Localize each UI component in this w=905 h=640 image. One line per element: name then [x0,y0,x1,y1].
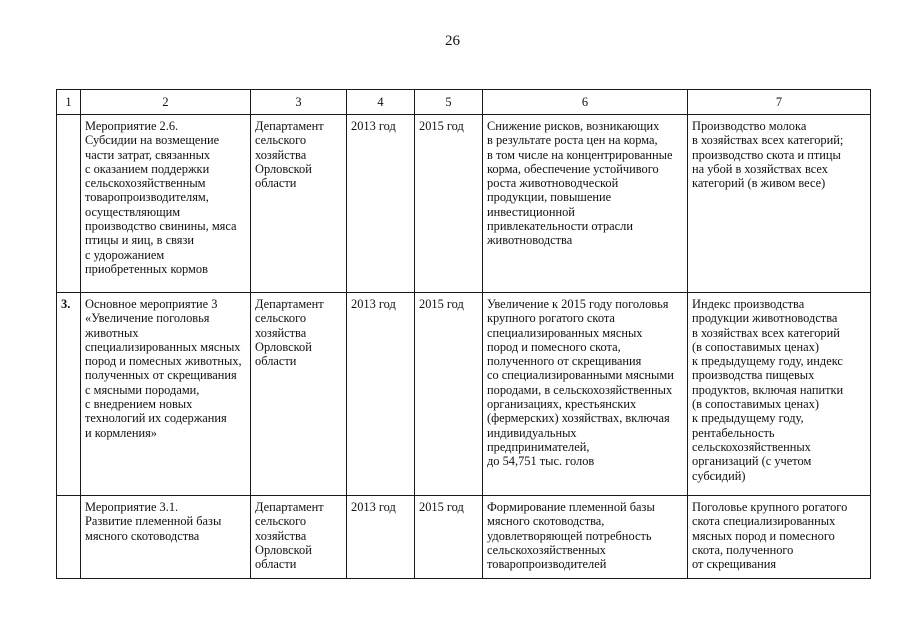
result-cell: Формирование племенной базы мясного скотоводства, удовлетворяющей потребность сельскохозяйственных товаропроизводителей [483,496,688,579]
row-number [57,496,81,579]
header-cell: 6 [483,90,688,115]
end-year-cell: 2015 год [415,496,483,579]
executor-cell: Департамент сельского хозяйства Орловской области [251,293,347,496]
result-cell: Снижение рисков, возникающих в результате роста цен на корма, в том числе на концентрированные корма, обеспечение устойчивого роста животноводческой продукции, повышение инвестиционной привлекательности отрасли животноводства [483,115,688,293]
indicator-cell: Поголовье крупного рогатого скота специализированных мясных пород и помесного скота, полученного от скрещивания [688,496,871,579]
activity-cell: Основное мероприятие 3 «Увеличение поголовья животных специализированных мясных пород и помесных животных, полученных от скрещивания с мясными породами, с внедрением новых технологий их содержания и кормления» [81,293,251,496]
start-year-cell: 2013 год [347,115,415,293]
result-cell: Увеличение к 2015 году поголовья крупного рогатого скота специализированных мясных пород и помесного скота, полученного от скрещивания со специализированными мясными породами, в сельскохозяйственных организациях, крестьянских (фермерских) хозяйствах, включая индивидуальных предпринимателей, до 54,751 тыс. голов [483,293,688,496]
end-year-cell: 2015 год [415,293,483,496]
activity-cell: Мероприятие 3.1. Развитие племенной базы мясного скотоводства [81,496,251,579]
header-cell: 4 [347,90,415,115]
table-row [57,115,871,293]
table-row [57,293,871,496]
executor-cell: Департамент сельского хозяйства Орловской области [251,496,347,579]
row-number: 3. [57,293,81,496]
indicator-cell: Производство молока в хозяйствах всех категорий; производство скота и птицы на убой в хозяйствах всех категорий (в живом весе) [688,115,871,293]
page-number: 26 [445,33,460,49]
header-cell: 1 [57,90,81,115]
activity-cell: Мероприятие 2.6. Субсидии на возмещение части затрат, связанных с оказанием поддержки сельскохозяйственным товаропроизводителям, осуществляющим производство свинины, мяса птицы и яиц, в связи с удорожанием приобретенных кормов [81,115,251,293]
table-header-row [57,90,871,115]
start-year-cell: 2013 год [347,496,415,579]
header-cell: 2 [81,90,251,115]
executor-cell: Департамент сельского хозяйства Орловской области [251,115,347,293]
end-year-cell: 2015 год [415,115,483,293]
activities-table [56,89,871,579]
header-cell: 7 [688,90,871,115]
row-number [57,115,81,293]
table-row [57,496,871,579]
header-cell: 5 [415,90,483,115]
indicator-cell: Индекс производства продукции животноводства в хозяйствах всех категорий (в сопоставимых ценах) к предыдущему году, индекс производства пищевых продуктов, включая напитки (в сопоставимых ценах) к предыдущему году, рентабельность сельскохозяйственных организаций (с учетом субсидий) [688,293,871,496]
start-year-cell: 2013 год [347,293,415,496]
header-cell: 3 [251,90,347,115]
